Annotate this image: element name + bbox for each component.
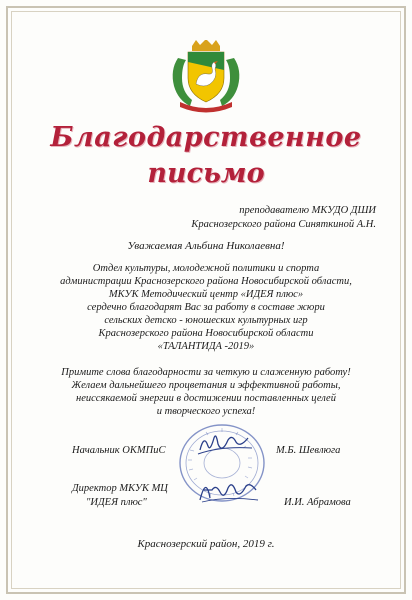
body-line: «ТАЛАНТИДА -2019» <box>157 341 255 352</box>
coat-of-arms-emblem <box>168 40 244 114</box>
body-line: Отдел культуры, молодежной политики и спорта <box>92 263 320 274</box>
body-line: администрации Краснозерского района Новосибирской области, <box>60 276 352 287</box>
signatory1-position: Начальник ОКМПиС <box>72 445 166 456</box>
greeting: Уважаемая Альбина Николаевна! <box>127 240 285 252</box>
recipient-line-1: преподавателю МКУДО ДШИ <box>239 205 376 216</box>
body-line: МКУК Методический центр «ИДЕЯ плюс» <box>108 289 304 300</box>
body-line: сельских детско - юношеских культурных игр <box>104 315 308 326</box>
signatory2-position-line2: "ИДЕЯ плюс" <box>86 497 147 508</box>
certificate-title-line2: письмо <box>147 158 265 189</box>
signature-1 <box>196 428 256 458</box>
wishes-line: Примите слова благодарности за четкую и слаженную работу! <box>61 367 351 378</box>
signatory2-name: И.И. Абрамова <box>284 497 351 508</box>
certificate-title-line1: Благодарственное <box>50 122 362 153</box>
place-and-date: Краснозерский район, 2019 г. <box>137 538 275 550</box>
signatory1-name: М.Б. Шевлюга <box>276 445 341 456</box>
wishes-line: и творческого успеха! <box>156 406 256 417</box>
signature-2 <box>196 474 262 506</box>
wishes-line: неиссякаемой энергии в достижении поставленных целей <box>76 393 336 404</box>
body-line: Краснозерского района Новосибирской области <box>98 328 314 339</box>
signatory2-position-line1: Директор МКУК МЦ <box>72 483 168 494</box>
wishes-line: Желаем дальнейшего процветания и эффективной работы, <box>71 380 341 391</box>
body-line: сердечно благодарят Вас за работу в составе жюри <box>87 302 325 313</box>
recipient-line-2: Краснозерского района Синяткиной А.Н. <box>191 219 376 230</box>
